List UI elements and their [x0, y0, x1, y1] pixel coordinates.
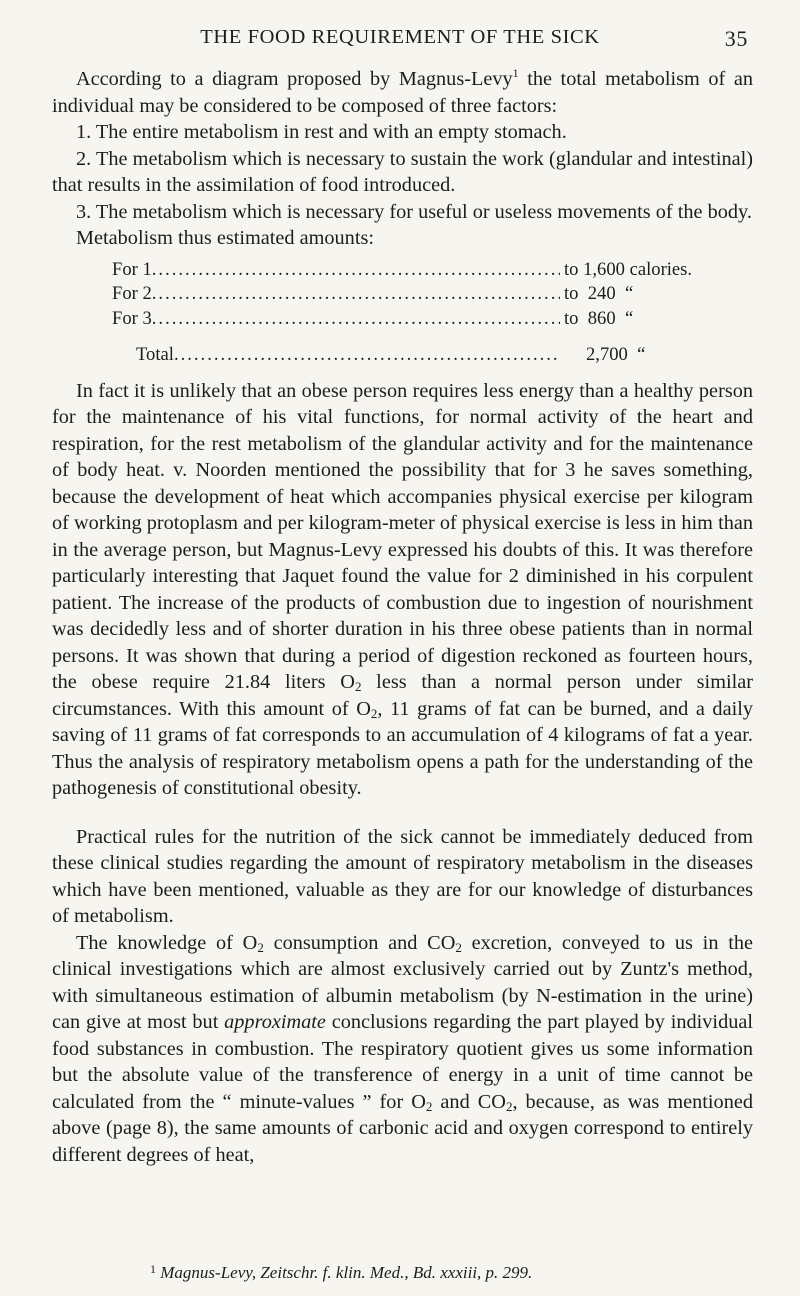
running-title: THE FOOD REQUIREMENT OF THE SICK	[200, 25, 600, 48]
practical-rules-paragraph: Practical rules for the nutrition of the sick cannot be immediately deduced from these clinical studies regarding the amount of respiratory metabolism in the diseases which have been mentioned, valuable as they are for our knowledge of disturbances of metabolism.	[52, 825, 753, 927]
page-number: 35	[724, 26, 748, 51]
footnote	[150, 1262, 740, 1283]
footnote-text: Magnus-Levy, Zeitschr. f. klin. Med., Bd. xxxiii, p. 299.	[160, 1263, 533, 1282]
footnote-mark: 1	[150, 1262, 156, 1276]
table-row: For 1 ..... to 1,600 calories.	[112, 258, 712, 283]
factor-item: 1. The entire metabolism in rest and with an empty stomach.	[76, 121, 567, 143]
metabolism-estimate-table	[112, 258, 712, 368]
table-total-row: Total ..... 2,700 “	[112, 343, 712, 368]
page-body	[52, 66, 753, 1168]
table-row: For 3 ..... to 860 “	[112, 307, 712, 332]
intro-paragraph: According to a diagram proposed by Magnus-Levy$^1$ the total metabolism of an individual may be considered to be composed of three factors:	[52, 66, 753, 117]
footnote-reference: 1	[512, 66, 519, 81]
obesity-paragraph: In fact it is unlikely that an obese person requires less energy than a healthy person for the maintenance of his vital functions, for normal activity of the heart and respiration, for the rest metabolism of the glandular activity and for the maintenance of body heat. v. Noorden mentioned the possibility that for 3 he saves something, because the development of heat which accompanies physical exercise per kilogram of working protoplasm and per kilogram-meter of physical exercise is less in him than in the average person, but Magnus-Levy expressed his doubts of this. It was therefore particularly interesting that Jaquet found the value for 2 diminished in his corpulent patient. The increase of the products of combustion due to ingestion of nourishment was decidedly less and of shorter duration in his three obese patients than in normal persons. It was shown that during a period of digestion reckoned as fourteen hours, the obese require 21.84 liters $O_2$ less than a normal person under similar circumstances. With this amount of $O_2$, 11 grams of fat can be burned, and a daily saving of 11 grams of fat corresponds to an accumulation of 4 kilograms of fat a year. Thus the analysis of respiratory metabolism opens a path for the understanding of the pathogenesis of constitutional obesity.	[52, 379, 753, 799]
factor-item: 3. The metabolism which is necessary for useful or useless movements of the body.	[76, 200, 752, 223]
running-header	[52, 20, 748, 54]
estimate-intro: Metabolism thus estimated amounts:	[76, 227, 374, 249]
factor-item: 2. The metabolism which is necessary to sustain the work (glandular and intestinal) that results in the assimilation of food introduced.	[52, 147, 753, 196]
knowledge-paragraph: The knowledge of $O_2$ consumption and $CO_2$ excretion, conveyed to us in the clinical investigations which are almost exclusively carried out by Zuntz's method, with simultaneous estimation of albumin metabolism (by N-estimation in the urine) can give at most but approximate conclusions regarding the part played by individual food substances in combustion. The respiratory quotient gives us some information but the absolute value of the transference of energy in a unit of time cannot be calculated from the “ minute-values ” for $O_2$ and $CO_2$, because, as was mentioned above (page 8), the same amounts of carbonic acid and oxygen correspond to entirely different degrees of heat,	[52, 931, 753, 1166]
table-row: For 2 ..... to 240 “	[112, 282, 712, 307]
